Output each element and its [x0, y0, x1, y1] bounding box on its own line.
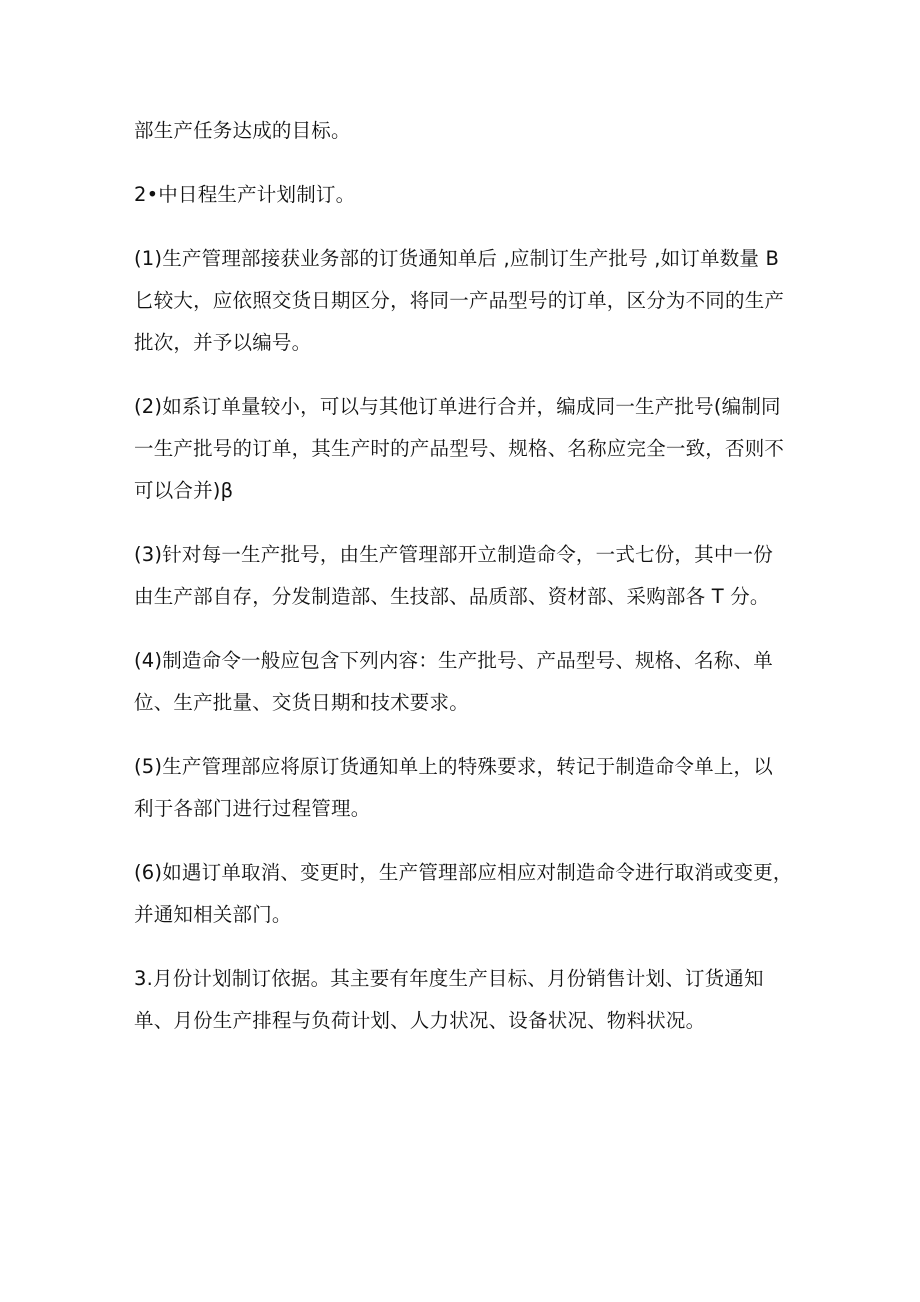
paragraph-9: [134, 958, 794, 1042]
paragraph-1: [134, 110, 794, 152]
text-line: (6)如遇订单取消、变更时，生产管理部应相应对制造命令进行取消或变更，: [134, 861, 793, 884]
text-line: 由生产部自存，分发制造部、生技部、品质部、资材部、采购部各 T 分。: [134, 585, 770, 608]
document-body: [134, 110, 794, 1064]
paragraph-6: [134, 640, 794, 724]
paragraph-7: [134, 746, 794, 830]
text-line: (4)制造命令一般应包含下列内容：生产批号、产品型号、规格、名称、单: [134, 649, 773, 672]
text-line: 利于各部门进行过程管理。: [134, 797, 371, 820]
paragraph-5: [134, 534, 794, 618]
text-line: 3.月份计划制订依据。其主要有年度生产目标、月份销售计划、订货通知: [134, 967, 764, 990]
text-line: (1)生产管理部接获业务部的订货通知单后 ,应制订生产批号 ,如订单数量 B: [134, 247, 780, 270]
text-line: 2•中日程生产计划制订。: [134, 183, 356, 206]
text-line: (3)针对每一生产批号，由生产管理部开立制造命令，一式七份，其中一份: [134, 543, 773, 566]
text-line: 匕较大，应依照交货日期区分，将同一产品型号的订单，区分为不同的生产: [134, 289, 785, 312]
text-line: 可以合并)β: [134, 479, 234, 502]
paragraph-8: [134, 852, 794, 936]
paragraph-2: [134, 174, 794, 216]
text-line: 并通知相关部门。: [134, 903, 292, 926]
text-line: 位、生产批量、交货日期和技术要求。: [134, 691, 469, 714]
text-line: 单、月份生产排程与负荷计划、人力状况、设备状况、物料状况。: [134, 1009, 706, 1032]
text-line: (5)生产管理部应将原订货通知单上的特殊要求，转记于制造命令单上，以: [134, 755, 773, 778]
text-line: 部生产任务达成的目标。: [134, 119, 351, 142]
paragraph-3: [134, 238, 794, 364]
text-line: (2)如系订单量较小，可以与其他订单进行合并，编成同一生产批号(编制同: [134, 395, 781, 418]
text-line: 批次，并予以编号。: [134, 331, 312, 354]
text-line: 一生产批号的订单，其生产时的产品型号、规格、名称应完全一致，否则不: [134, 437, 785, 460]
paragraph-4: [134, 386, 794, 512]
